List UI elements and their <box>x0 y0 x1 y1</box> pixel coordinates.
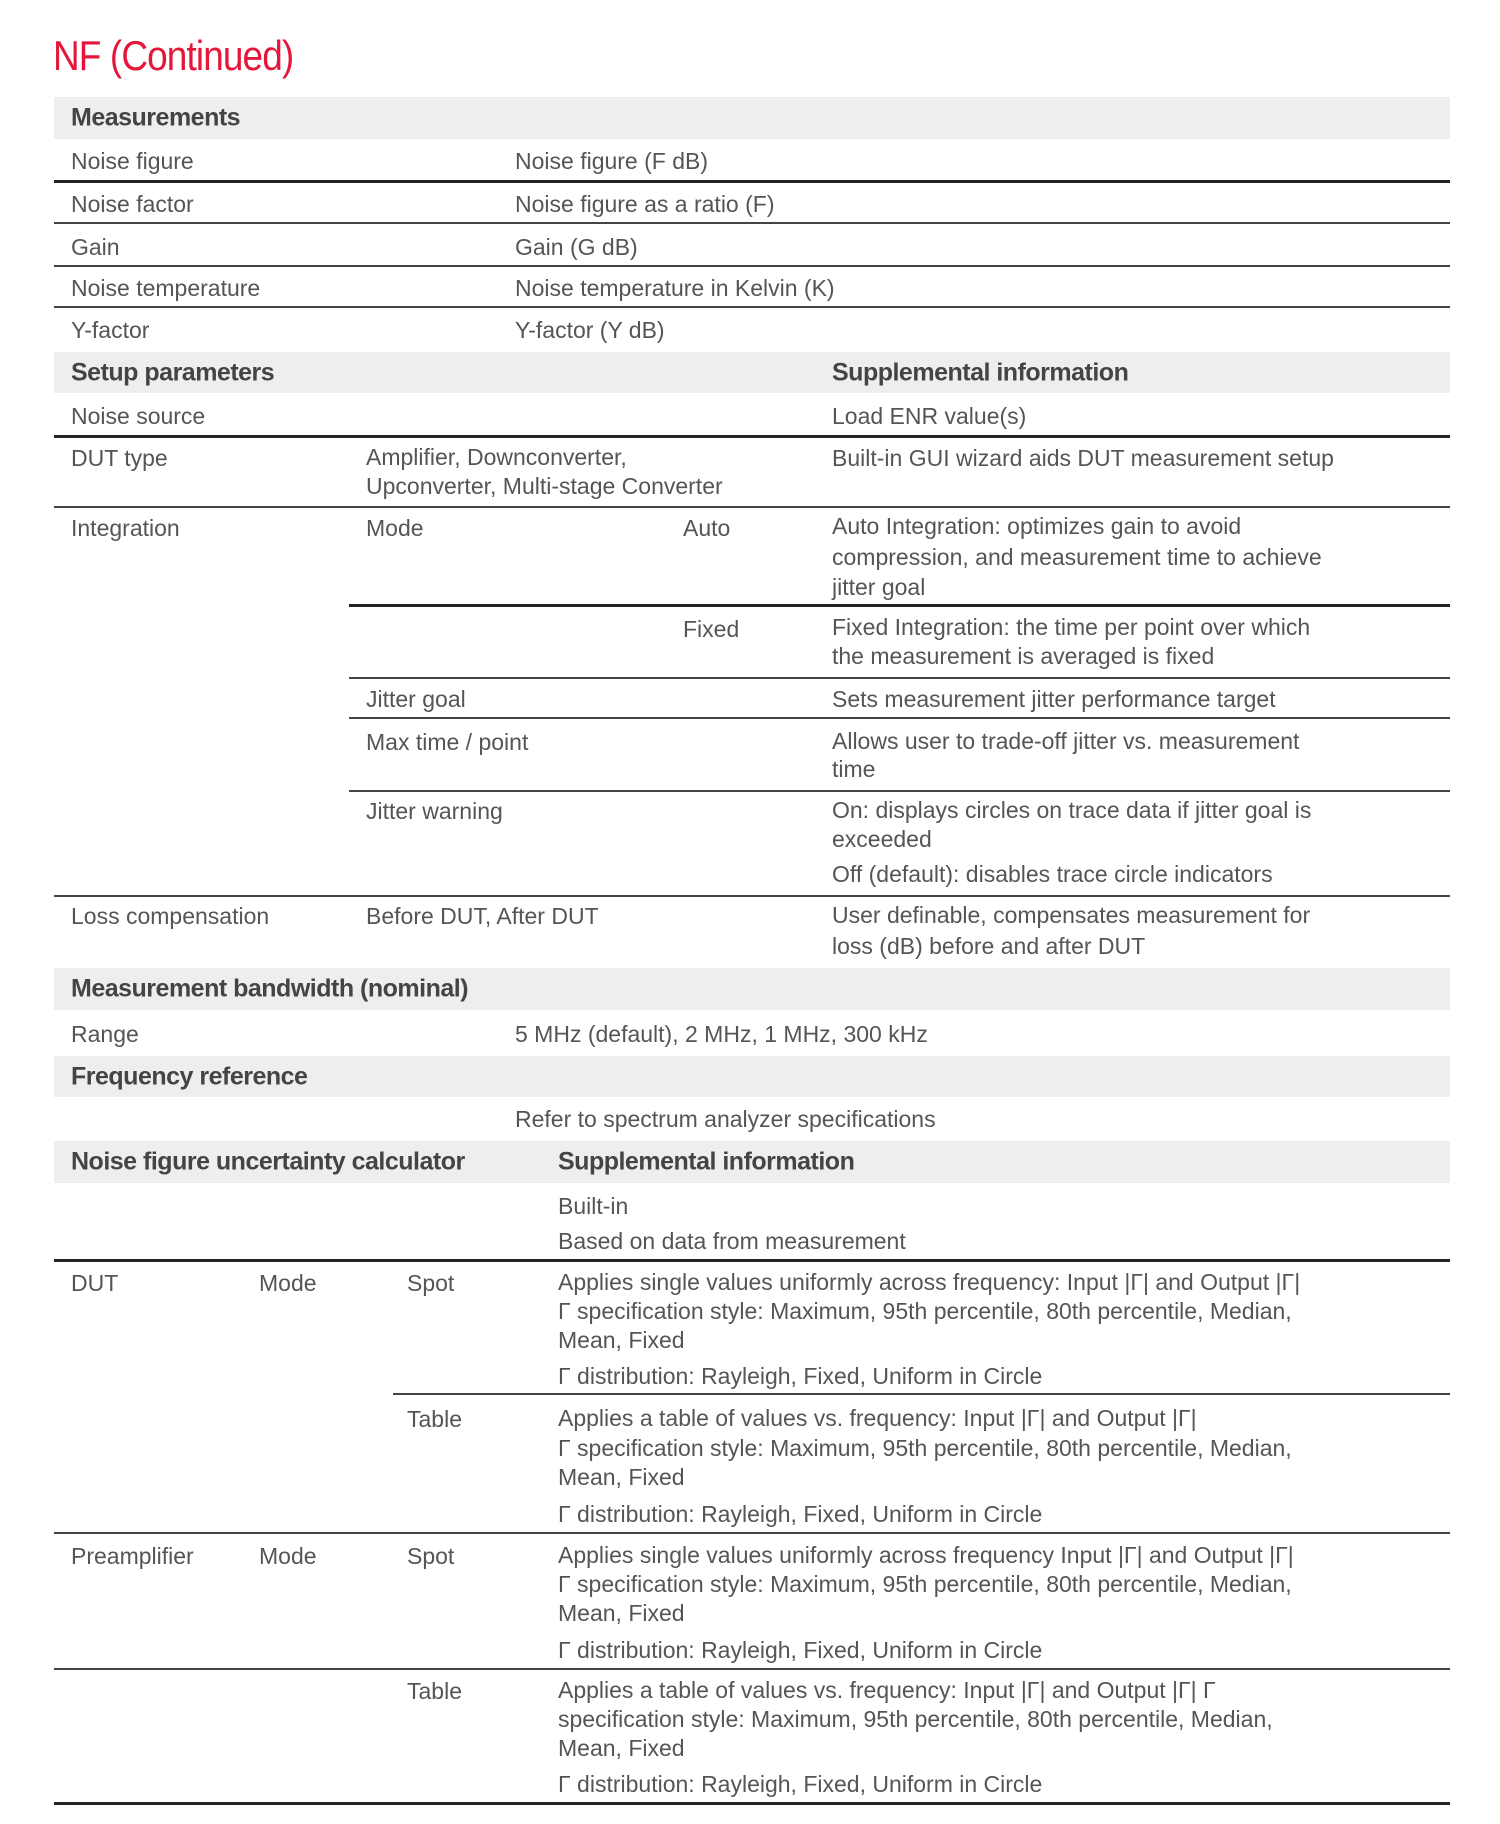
range-label: Range <box>71 1021 139 1047</box>
dut-spot-line: Γ distribution: Rayleigh, Fixed, Uniform in Circle <box>558 1363 1043 1389</box>
row-divider <box>54 1668 1450 1670</box>
uncertainty-intro-line: Built-in <box>558 1193 629 1219</box>
row-label: Noise temperature <box>71 275 261 301</box>
measurements-header-label: Measurements <box>71 103 241 132</box>
supplemental-header-label: Supplemental information <box>832 358 1129 386</box>
preamplifier-spot-line: Γ distribution: Rayleigh, Fixed, Uniform in Circle <box>558 1637 1043 1663</box>
page-title: NF (Continued) <box>53 32 294 79</box>
row-divider <box>54 1259 1450 1262</box>
preamplifier-table-line: Mean, Fixed <box>558 1735 685 1761</box>
row-label: Y-factor <box>71 317 150 343</box>
row-divider <box>54 306 1450 308</box>
row-divider <box>54 435 1450 438</box>
preamplifier-table-label: Table <box>407 1678 462 1704</box>
loss-compensation-info-line: loss (dB) before and after DUT <box>832 933 1146 959</box>
dut-spot-line: Applies single values uniformly across frequency: Input |Γ| and Output |Γ| <box>558 1269 1301 1295</box>
auto-info-line: jitter goal <box>832 574 926 600</box>
uncertainty-header-label: Noise figure uncertainty calculator <box>71 1147 465 1176</box>
loss-compensation-info-line: User definable, compensates measurement for <box>832 902 1311 928</box>
integration-fixed-label: Fixed <box>683 616 740 642</box>
preamplifier-table-line: specification style: Maximum, 95th percentile, 80th percentile, Median, <box>558 1706 1273 1732</box>
bandwidth-header <box>54 968 1450 1010</box>
row-value: Y-factor (Y dB) <box>515 317 665 343</box>
dut-table-line: Applies a table of values vs. frequency: Input |Γ| and Output |Γ| <box>558 1405 1197 1431</box>
row-label: Noise figure <box>71 148 194 174</box>
row-divider <box>54 506 1450 508</box>
row-divider <box>349 790 1450 792</box>
jitter-warning-info-line: Off (default): disables trace circle indicators <box>832 861 1273 887</box>
uncertainty-supplemental-label: Supplemental information <box>558 1147 855 1176</box>
row-label: Noise factor <box>71 191 194 217</box>
setup-header <box>54 352 1450 393</box>
dut-type-info: Built-in GUI wizard aids DUT measurement setup <box>832 445 1334 471</box>
jitter-warning-info-line: exceeded <box>832 826 932 852</box>
preamplifier-spot-line: Mean, Fixed <box>558 1600 685 1626</box>
table-bottom-border <box>54 1802 1450 1805</box>
preamplifier-mode-label: Mode <box>259 1543 317 1569</box>
jitter-goal-label: Jitter goal <box>366 686 466 712</box>
row-value: Noise figure as a ratio (F) <box>515 191 775 217</box>
row-divider <box>54 222 1450 224</box>
frequency-reference-header-label: Frequency reference <box>71 1062 308 1090</box>
dut-label: DUT <box>71 1270 119 1296</box>
dut-mode-label: Mode <box>259 1270 317 1296</box>
preamplifier-label: Preamplifier <box>71 1543 194 1569</box>
dut-table-line: Γ distribution: Rayleigh, Fixed, Uniform in Circle <box>558 1501 1043 1527</box>
range-value: 5 MHz (default), 2 MHz, 1 MHz, 300 kHz <box>515 1021 928 1047</box>
setup-header-label: Setup parameters <box>71 358 275 386</box>
frequency-reference-value: Refer to spectrum analyzer specifications <box>515 1106 936 1132</box>
frequency-reference-header <box>54 1056 1450 1097</box>
integration-label: Integration <box>71 515 180 541</box>
dut-spot-line: Mean, Fixed <box>558 1327 685 1353</box>
auto-info-line: Auto Integration: optimizes gain to avoid <box>832 513 1242 539</box>
fixed-info-line: the measurement is averaged is fixed <box>832 643 1215 669</box>
row-divider <box>54 265 1450 267</box>
noise-source-info: Load ENR value(s) <box>832 403 1027 429</box>
loss-compensation-label: Loss compensation <box>71 903 270 929</box>
jitter-warning-label: Jitter warning <box>366 798 503 824</box>
noise-source-label: Noise source <box>71 403 206 429</box>
dut-spot-line: Γ specification style: Maximum, 95th percentile, 80th percentile, Median, <box>558 1298 1292 1324</box>
integration-mode-label: Mode <box>366 515 424 541</box>
max-time-label: Max time / point <box>366 729 529 755</box>
max-time-info-line: time <box>832 756 876 782</box>
preamplifier-spot-label: Spot <box>407 1543 455 1569</box>
max-time-info-line: Allows user to trade-off jitter vs. measurement <box>832 728 1300 754</box>
row-divider <box>349 677 1450 679</box>
row-divider <box>54 180 1450 183</box>
row-value: Noise figure (F dB) <box>515 148 709 174</box>
dut-table-label: Table <box>407 1406 462 1432</box>
preamplifier-table-line: Applies a table of values vs. frequency: Input |Γ| and Output |Γ| Γ <box>558 1677 1216 1703</box>
dut-type-label: DUT type <box>71 445 168 471</box>
dut-type-value-line: Amplifier, Downconverter, <box>366 444 627 470</box>
measurements-header <box>54 97 1450 139</box>
row-divider <box>54 1532 1450 1534</box>
dut-type-value-line: Upconverter, Multi-stage Converter <box>366 473 723 499</box>
dut-table-line: Mean, Fixed <box>558 1464 685 1490</box>
jitter-warning-info-line: On: displays circles on trace data if jitter goal is <box>832 797 1312 823</box>
loss-compensation-value: Before DUT, After DUT <box>366 903 599 929</box>
row-label: Gain <box>71 234 120 260</box>
uncertainty-intro-line: Based on data from measurement <box>558 1228 906 1254</box>
row-divider <box>54 895 1450 897</box>
fixed-info-line: Fixed Integration: the time per point over which <box>832 614 1311 640</box>
dut-table-line: Γ specification style: Maximum, 95th percentile, 80th percentile, Median, <box>558 1435 1292 1461</box>
preamplifier-spot-line: Applies single values uniformly across frequency Input |Γ| and Output |Γ| <box>558 1542 1294 1568</box>
row-divider <box>349 604 1450 607</box>
bandwidth-header-label: Measurement bandwidth (nominal) <box>71 974 469 1003</box>
auto-info-line: compression, and measurement time to achieve <box>832 544 1322 570</box>
preamplifier-table-line: Γ distribution: Rayleigh, Fixed, Uniform in Circle <box>558 1771 1043 1797</box>
row-divider <box>393 1393 1450 1395</box>
preamplifier-spot-line: Γ specification style: Maximum, 95th percentile, 80th percentile, Median, <box>558 1571 1292 1597</box>
row-value: Noise temperature in Kelvin (K) <box>515 275 835 301</box>
dut-spot-label: Spot <box>407 1270 455 1296</box>
integration-auto-label: Auto <box>683 515 731 541</box>
uncertainty-header <box>54 1141 1450 1183</box>
row-divider <box>349 717 1450 719</box>
row-value: Gain (G dB) <box>515 234 638 260</box>
jitter-goal-info: Sets measurement jitter performance target <box>832 686 1276 712</box>
